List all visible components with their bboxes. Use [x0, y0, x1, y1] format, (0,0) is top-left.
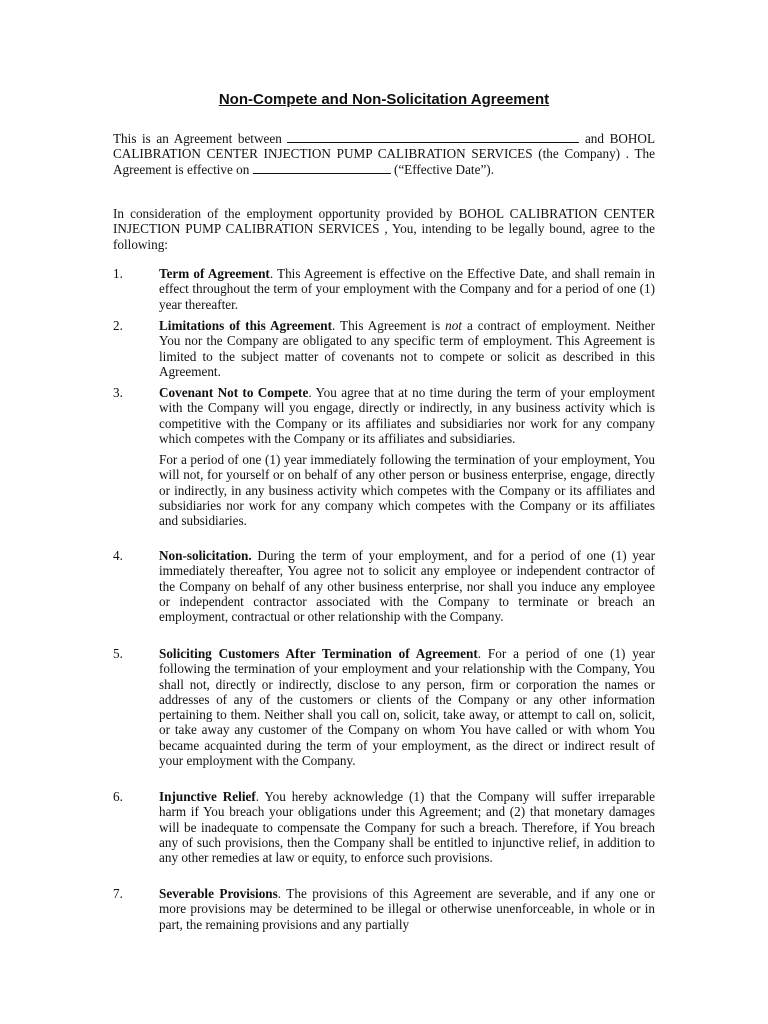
section-heading: Non-solicitation.: [159, 548, 252, 563]
section-heading: Limitations of this Agreement: [159, 318, 332, 333]
section-number: 6.: [113, 789, 123, 804]
consideration-paragraph: In consideration of the employment opportunity provided by BOHOL CALIBRATION CENTER INJECTION PUMP CALIBRATION SERVICES , You, intending to be legally bound, agree to the following:: [113, 206, 655, 252]
section-heading: Term of Agreement: [159, 266, 270, 281]
section-subparagraph: For a period of one (1) year immediately following the termination of your employment, You will not, for yourself or on behalf of any other person or business enterprise, engage, directly or indirectly, in any business activity which competes with the Company or its affiliates and subsidiaries nor work for any company which competes with the Company or its affiliates and subsidiaries.: [159, 452, 655, 529]
section-body: [159, 548, 655, 624]
section-heading: Severable Provisions: [159, 886, 278, 901]
section-number: 4.: [113, 548, 123, 563]
section-heading: Soliciting Customers After Termination of Agreement: [159, 646, 478, 661]
section-number: 5.: [113, 646, 123, 661]
intro-text-middle: and BOHOL CALIBRATION CENTER INJECTION PUMP CALIBRATION SERVICES (the Company) . The Agreement is effective on: [113, 131, 655, 177]
intro-text-start: This is an Agreement between: [113, 131, 282, 146]
section-text: . For a period of one (1) year following the termination of your employment and your relationship with the Company, You shall not, directly or indirectly, disclose to any person, firm or corporation the names or addresses of any of the customers or clients of the Company or any other information pertaining to them. Neither shall you call on, solicit, take away, or attempt to call on, solicit, or take away any customer of the Company on whom You have called or with whom You became acquainted during the term of your employment, as the direct or indirect result of your employment with the Company.: [159, 646, 655, 769]
section-heading: Injunctive Relief: [159, 789, 256, 804]
section-body: [159, 789, 655, 865]
section-number: 7.: [113, 886, 123, 901]
section-text: During the term of your employment, and for a period of one (1) year immediately thereafter, You agree not to solicit any employee or independent contractor of the Company on behalf of any other business enterprise, nor shall you induce any employee or independent contractor associated with the Company to terminate or breach an employment, contractual or other relationship with the Company.: [159, 548, 655, 625]
section-text: . This Agreement is: [331, 318, 446, 333]
section-text: . You hereby acknowledge (1) that the Company will suffer irreparable harm if You breach your obligations under this Agreement; and (2) that monetary damages will be inadequate to compensate the Company for such a breach. Therefore, if You breach any of such provisions, then the Company shall be entitled to injunctive relief, in addition to any other remedies at law or equity, to enforce such provisions.: [159, 789, 655, 866]
section-text: . You agree that at no time during the term of your employment with the Company will you engage, directly or indirectly, in any business activity which is competitive with the Company or its affiliates and subsidiaries nor work for any company which competes with the Company or its affiliates and subsidiaries.: [159, 385, 656, 446]
section-body: [159, 266, 655, 312]
section-paragraph: [159, 385, 655, 446]
section-text: . This Agreement is effective on the Effective Date, and shall remain in effect throughout the term of your employment with the Company and for a period of one (1) year thereafter.: [159, 266, 655, 312]
section-heading: Covenant Not to Compete: [159, 385, 309, 400]
section-number: 2.: [113, 318, 123, 333]
section-body: [159, 318, 655, 379]
effective-date-blank: [253, 162, 391, 174]
section-text: . The provisions of this Agreement are severable, and if any one or more provisions may be determined to be illegal or otherwise unenforceable, in whole or in part, the remaining provisions and any partially: [159, 886, 656, 932]
intro-paragraph: [113, 131, 655, 177]
section-emphasis: not: [445, 318, 462, 333]
section-body: [159, 646, 655, 768]
party-name-blank: [287, 131, 579, 143]
section-body: [159, 886, 655, 932]
section-number: 1.: [113, 266, 123, 281]
section-body: [159, 385, 655, 529]
section-number: 3.: [113, 385, 123, 400]
document-title: Non-Compete and Non-Solicitation Agreement: [218, 91, 550, 108]
intro-text-end: (“Effective Date”).: [393, 161, 494, 177]
section-text-continued: a contract of employment. Neither You nor the Company are obligated to any specific term of employment. This Agreement is limited to the subject matter of covenants not to compete or solicit as described in this Agreement.: [159, 318, 655, 379]
